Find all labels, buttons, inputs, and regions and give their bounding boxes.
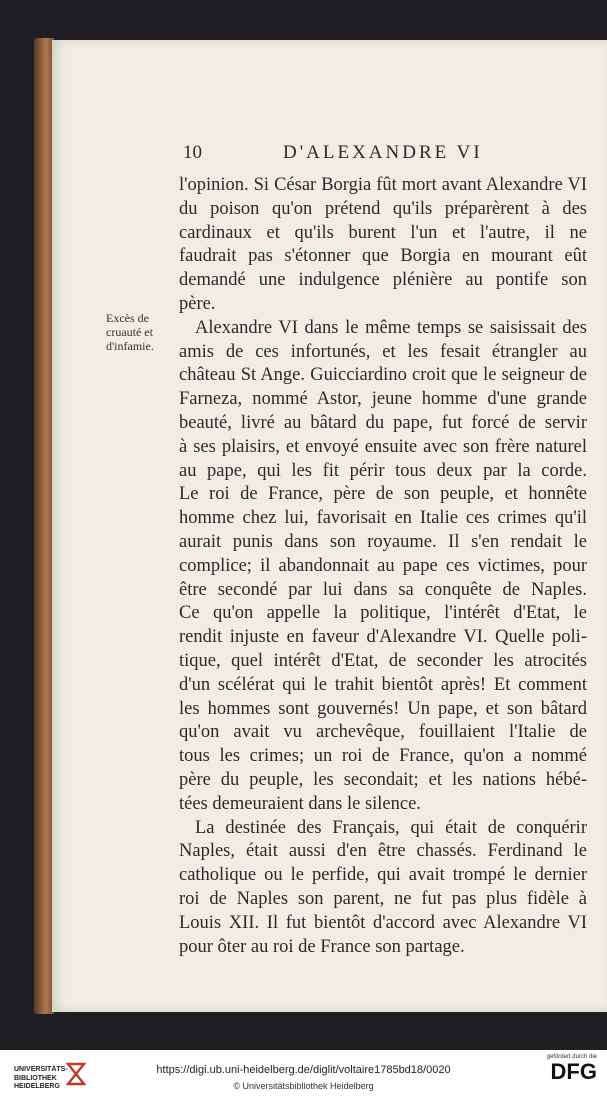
text-line: amis de ces infortunés, et les fesait étrangler au [179, 341, 587, 362]
text-line: tous les crimes; un roi de France, qu'on a nommé [179, 746, 587, 767]
text-line: homme chez lui, favorisait en Italie ces crimes qu'il [179, 508, 587, 529]
margin-note-line: Excès de [106, 311, 149, 325]
text-line: à ses plaisirs, et envoyé ensuite avec son frère naturel [179, 436, 587, 457]
text-line: catholique ou le perfide, qui avait trompé le dernier [179, 865, 587, 886]
text-line: d'un scélérat qui le trahit bientôt après! Et comment [179, 674, 587, 695]
copyright-notice: © Universitätsbibliothek Heidelberg [233, 1081, 374, 1091]
text-line: qu'on avait vu archevêque, fouillaient l'Italie de [179, 722, 587, 743]
page-header [0, 142, 607, 166]
text-line: Ce qu'on appelle la politique, l'intérêt d'Etat, le [179, 603, 587, 624]
text-line: tées demeuraient dans le silence. [179, 793, 421, 814]
text-line: au pape, qui les fit périr tous deux par la corde. [179, 460, 587, 481]
library-name-line: UNIVERSITÄTS- [14, 1066, 68, 1073]
text-line: père du peuple, les secondait; et les nations hébé- [179, 769, 587, 790]
text-line: La destinée des Français, qui était de conquérir [195, 817, 587, 838]
margin-note-line: d'infamie. [106, 339, 154, 353]
footer-bar [0, 1050, 607, 1096]
body-text [179, 174, 587, 959]
text-line: rendit injuste en faveur d'Alexandre VI. Quelle poli- [179, 627, 587, 648]
text-line: Alexandre VI dans le même temps se saisissait des [195, 317, 587, 338]
text-line: Naples, était aussi d'en être chassés. Ferdinand le [179, 841, 587, 862]
library-name-line: HEIDELBERG [14, 1083, 60, 1090]
margin-note-line: cruauté et [106, 325, 153, 339]
text-line: roi de Naples son parent, ne fut pas plus fidèle à [179, 888, 587, 909]
text-line: aurait punis dans son royaume. Il s'en rendait le [179, 531, 587, 552]
text-line: cardinaux et qu'ils burent l'un et l'autre, il ne [179, 222, 587, 243]
text-line: Farneza, nommé Astor, jeune homme d'une grande [179, 389, 587, 410]
text-line: demandé une indulgence plénière au pontife son [179, 270, 587, 291]
dfg-logo: DFG [550, 1059, 597, 1084]
library-name-line: BIBLIOTHEK [14, 1074, 57, 1082]
page-number: 10 [183, 142, 202, 163]
text-line: pour ôter au roi de France son partage. [179, 936, 465, 957]
text-line: faudrait pas s'étonner que Borgia en mourant eût [179, 246, 587, 267]
text-line: Le roi de France, père de son peuple, et honnête [179, 484, 587, 505]
funding-label: gefördert durch die [546, 1054, 597, 1060]
book-spine-edge [34, 38, 54, 1014]
text-line: père. [179, 293, 216, 314]
text-line: Louis XII. Il fut bientôt d'accord avec Alexandre VI [179, 912, 587, 933]
text-line: château St Ange. Guicciardino croit que le seigneur de [179, 365, 587, 386]
text-line: être secondé par lui dans sa conquête de Naples. [179, 579, 587, 600]
running-title: D'ALEXANDRE VI [283, 142, 483, 163]
text-line: complice; il abandonnait au pape ces victimes, pour [179, 555, 587, 576]
text-line: beauté, livré au bâtard du pape, fut forcé de servir [179, 412, 587, 433]
source-url-link[interactable]: https://digi.ub.uni-heidelberg.de/diglit/voltaire1785bd18/0020 [156, 1064, 451, 1076]
funder-block [527, 1054, 597, 1084]
text-line: les hommes sont gouvernés! Un pape, et son bâtard [179, 698, 587, 719]
text-line: tique, quel intérêt d'Etat, de seconder les atrocités [179, 650, 587, 671]
text-line: du poison qu'on prétend qu'ils préparèrent à des [179, 198, 587, 219]
text-line: l'opinion. Si César Borgia fût mort avant Alexandre VI [179, 175, 587, 195]
